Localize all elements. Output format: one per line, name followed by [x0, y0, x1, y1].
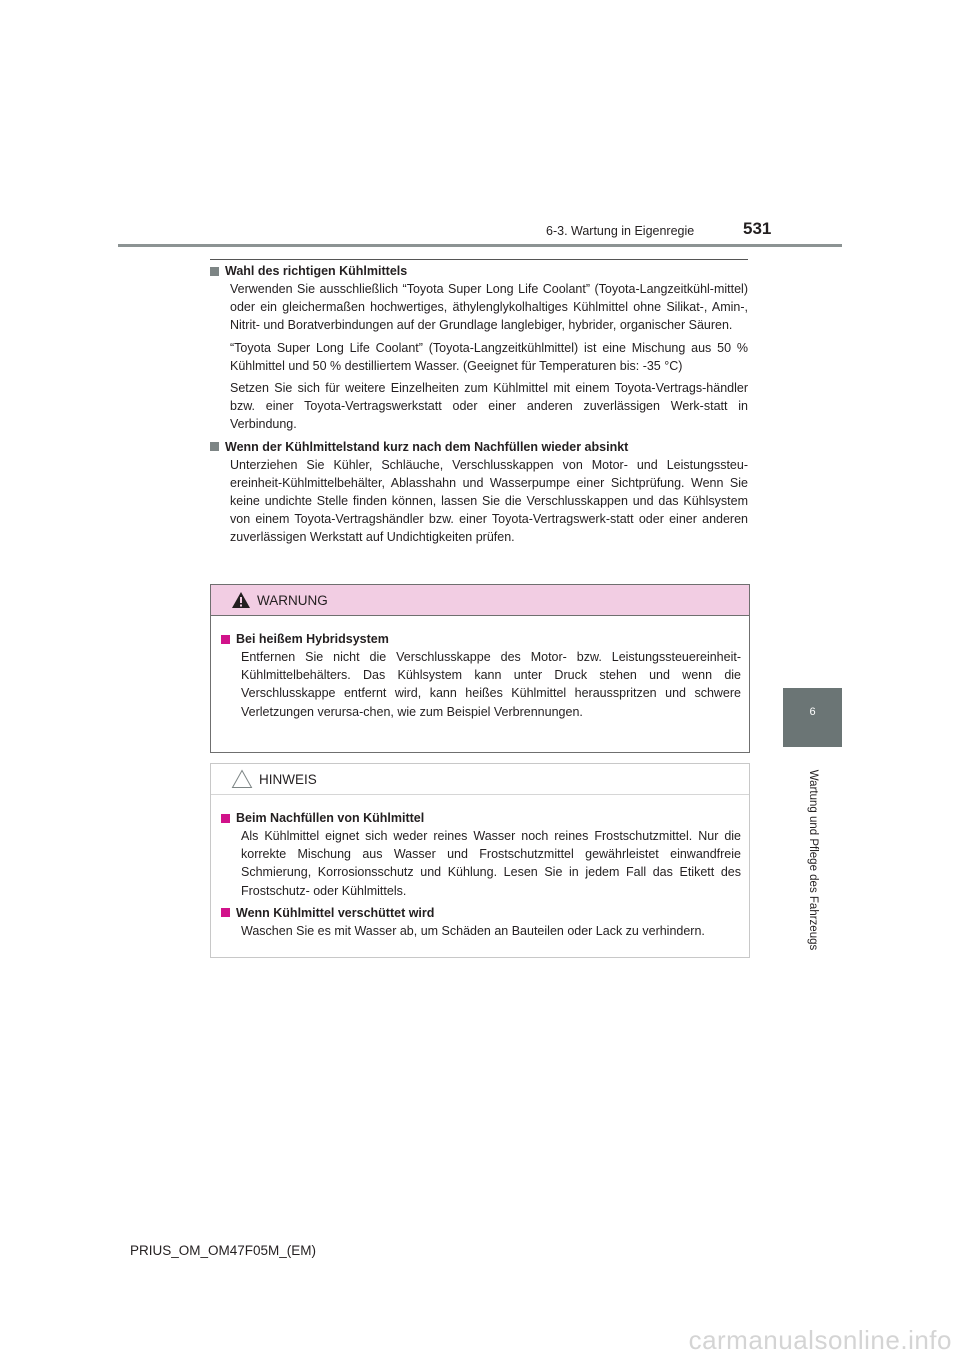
notice-text: Waschen Sie es mit Wasser ab, um Schäden an Bauteilen oder Lack zu verhindern.: [241, 923, 705, 938]
warning-item-heading: Bei heißem Hybridsystem: [221, 630, 741, 648]
warning-header: [211, 585, 749, 616]
square-bullet-icon: [221, 908, 230, 917]
notice-item-heading: Wenn Kühlmittel verschüttet wird: [221, 904, 741, 922]
warning-triangle-icon: [231, 591, 251, 609]
chapter-number: 6: [809, 706, 816, 718]
notice-item-heading: Beim Nachfüllen von Kühlmittel: [221, 809, 741, 827]
warning-box: [210, 584, 750, 753]
paragraph: “Toyota Super Long Life Coolant” (Toyota-Langzeitkühlmittel) ist eine Mischung aus 50 % Kühlmittel und 50 % destilliertem Wasser. (Geeignet für Temperaturen bis: -35 °C): [230, 340, 748, 373]
section-label: 6-3. Wartung in Eigenregie: [546, 224, 695, 238]
paragraph: Verwenden Sie ausschließlich “Toyota Super Long Life Coolant” (Toyota-Langzeitkühl-mittel) oder ein gleichermaßen hochwertiges, äthylenglykolhaltiges Kühlmittel ohne Silikat-, Amin-, Nitrit- und Boratverbindungen auf der Grundlage langlebiger, hybrider, organischer Säuren.: [230, 282, 748, 333]
square-bullet-icon: [221, 635, 230, 644]
main-content: [210, 262, 748, 551]
section-heading: Wahl des richtigen Kühlmittels: [210, 262, 748, 280]
content-rule: [210, 259, 748, 260]
section-heading: Wenn der Kühlmittelstand kurz nach dem Nachfüllen wieder absinkt: [210, 438, 748, 456]
notice-box: [210, 763, 750, 958]
notice-title: HINWEIS: [259, 771, 317, 787]
warning-text: Entfernen Sie nicht die Verschlusskappe des Motor- bzw. Leistungssteuereinheit-Kühlmittelbehälters. Das Kühlsystem kann unter Druck stehen und wenn die Verschlusskappe entfernt wird, kann heißes Kühlmittel herausspritzen und schwere Verletzungen verursa-chen, wie zum Beispiel Verbrennungen.: [241, 650, 741, 719]
chapter-title: Wartung und Pflege des Fahrzeugs: [807, 769, 819, 951]
square-bullet-icon: [221, 814, 230, 823]
notice-header: [211, 764, 749, 795]
watermark: carmanualsonline.info: [688, 1325, 952, 1355]
page-number: 531: [743, 219, 772, 238]
square-bullet-icon: [210, 267, 219, 276]
warning-body: [211, 616, 749, 731]
paragraph: Unterziehen Sie Kühler, Schläuche, Verschlusskappen von Motor- und Leistungssteu-ereinheit-Kühlmittelbehälter, Ablasshahn und Wasserpumpe einer Sichtprüfung. Wenn Sie keine undichte Stelle finden können, lassen Sie die Verschlusskappen und das Kühlsystem von einem Toyota-Vertragshändler bzw. einer Toyota-Vertragswerk-statt oder einer anderen zuverlässigen Werkstatt auf Undichtigkeiten prüfen.: [230, 457, 748, 545]
paragraph: Setzen Sie sich für weitere Einzelheiten zum Kühlmittel mit einem Toyota-Vertrags-händler bzw. einer Toyota-Vertragswerkstatt oder einer anderen zuverlässigen Werk-statt in Verbindung.: [230, 381, 748, 432]
warning-title: WARNUNG: [257, 592, 328, 608]
square-bullet-icon: [210, 442, 219, 451]
header-rule: [118, 244, 842, 247]
caution-triangle-icon: [231, 769, 253, 789]
notice-body: [211, 795, 749, 950]
footer-code: PRIUS_OM_OM47F05M_(EM): [130, 1243, 317, 1258]
notice-text: Als Kühlmittel eignet sich weder reines Wasser noch reines Frostschutzmittel. Nur die korrekte Mischung aus Wasser und Frostschutzmittel gewährleistet einwandfreie Schmierung, Korrosionsschutz und Kühlung. Lesen Sie in jedem Fall das Etikett des Frostschutz- oder Kühlmittels.: [241, 829, 741, 898]
